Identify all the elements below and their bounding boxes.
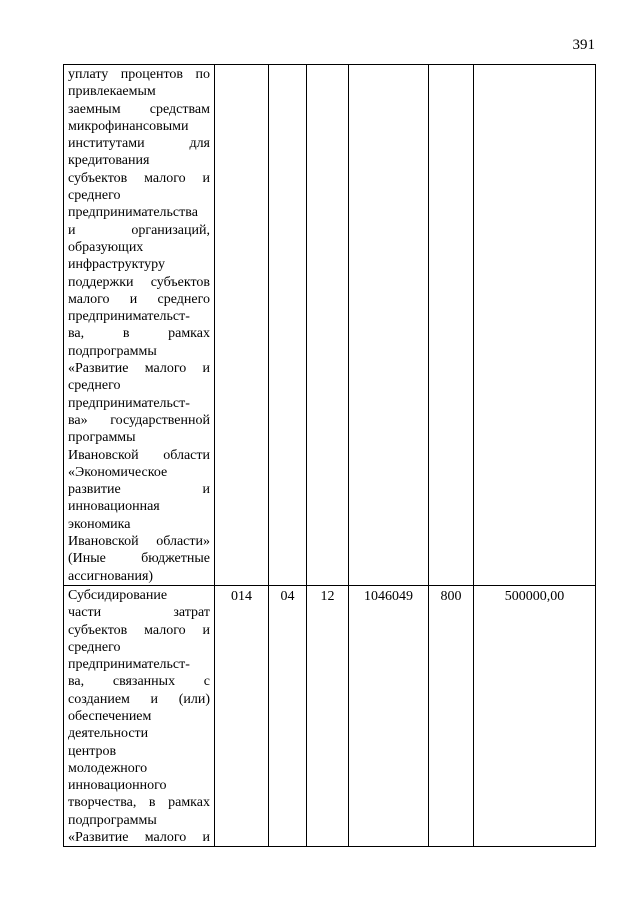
description-line: экономика (68, 516, 131, 532)
description-line: молодежного (68, 760, 148, 776)
description-line: «Развитие малого и (68, 361, 210, 377)
description-line: поддержки субъектов (68, 274, 210, 290)
cell-subsection: 12 (307, 585, 349, 846)
description-line: предпринимательст- (68, 309, 190, 325)
description-line: Ивановской области (68, 447, 210, 463)
description-line: обеспечением (68, 708, 152, 724)
cell-admin-code: 014 (215, 585, 269, 846)
description-line: привлекаемым (68, 84, 156, 100)
page-number: 391 (572, 37, 595, 53)
description-line: предпринимательства (68, 205, 198, 221)
description-line: инфраструктуру (68, 257, 165, 273)
description-line: подпрограммы (68, 343, 157, 359)
description-line: предпринимательст- (68, 657, 190, 673)
cell-expense-type: 800 (429, 585, 474, 846)
cell-section (269, 65, 307, 586)
description-line: созданием и (или) (68, 691, 210, 707)
cell-description (64, 585, 215, 846)
description-line: Субсидирование (68, 587, 168, 603)
cell-target-article: 1046049 (349, 585, 429, 846)
description-line: деятельности (68, 726, 149, 742)
description-line: развитие и (68, 482, 210, 498)
cell-amount (474, 65, 596, 586)
description-line: инновационная (68, 499, 160, 515)
description-line: подпрограммы (68, 812, 157, 828)
description-line: заемным средствам (68, 101, 210, 117)
description-line: части затрат (68, 605, 210, 621)
cell-description (64, 65, 215, 586)
budget-table (63, 64, 596, 847)
description-line: среднего (68, 639, 121, 655)
description-line: среднего (68, 378, 121, 394)
description-line: институтами для (68, 136, 210, 152)
description-line: субъектов малого и (68, 170, 210, 186)
description-line: Ивановской области» (68, 534, 210, 550)
description-line: и организаций, (68, 222, 210, 238)
cell-amount: 500000,00 (474, 585, 596, 846)
description-line: «Экономическое (68, 464, 168, 480)
description-line: малого и среднего (68, 291, 210, 307)
description-line: образующих (68, 239, 144, 255)
cell-target-article (349, 65, 429, 586)
description-line: «Развитие малого и (68, 830, 210, 846)
description-line: среднего (68, 188, 121, 204)
description-line: (Иные бюджетные (68, 551, 210, 567)
description-line: ассигнования) (68, 568, 154, 584)
description-line: ва, в рамках (68, 326, 210, 342)
description-line: творчества, в рамках (68, 795, 210, 811)
description-line: предпринимательст- (68, 395, 190, 411)
description-line: уплату процентов по (68, 67, 210, 82)
cell-section: 04 (269, 585, 307, 846)
description-line: ва» государственной (68, 412, 210, 428)
table-row (64, 65, 596, 586)
description-line: ва, связанных с (68, 674, 210, 690)
description-line: микрофинансовыми (68, 118, 189, 134)
cell-admin-code (215, 65, 269, 586)
description-line: центров (68, 743, 117, 759)
table-row (64, 585, 596, 846)
description-line: инновационного (68, 778, 167, 794)
description-line: субъектов малого и (68, 622, 210, 638)
cell-subsection (307, 65, 349, 586)
description-line: программы (68, 430, 136, 446)
cell-expense-type (429, 65, 474, 586)
description-line: кредитования (68, 153, 150, 169)
